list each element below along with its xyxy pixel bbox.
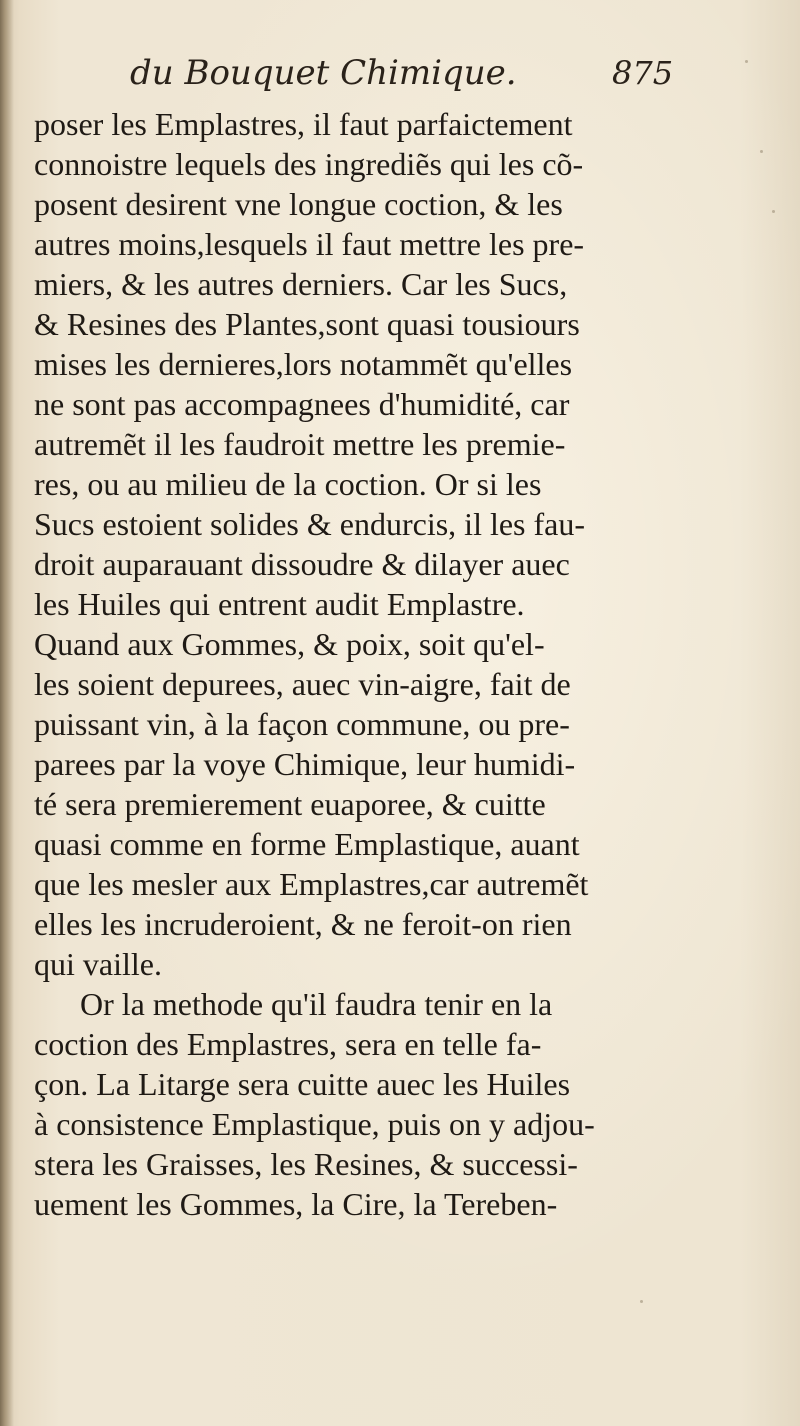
text-line: posent desirent vne longue coction, & les [34, 186, 563, 222]
running-title: du Bouquet Chimique. [130, 53, 517, 93]
text-line: uement les Gommes, la Cire, la Tereben- [34, 1186, 558, 1222]
text-line: les Huiles qui entrent audit Emplastre. [34, 586, 525, 622]
text-line: poser les Emplastres, il faut parfaictement [34, 106, 573, 142]
text-line: droit auparauant dissoudre & dilayer auec [34, 546, 570, 582]
text-line: parees par la voye Chimique, leur humidi- [34, 746, 576, 782]
text-line: qui vaille. [34, 946, 162, 982]
text-line: té sera premierement euaporee, & cuitte [34, 786, 546, 822]
page-header [0, 48, 800, 98]
text-line: elles les incruderoient, & ne feroit-on rien [34, 906, 572, 942]
text-line: res, ou au milieu de la coction. Or si les [34, 466, 542, 502]
text-line: que les mesler aux Emplastres,car autremẽt [34, 866, 589, 902]
paper-speck [772, 210, 775, 213]
page-number: 875 [612, 54, 674, 92]
text-line: connoistre lequels des ingrediẽs qui les cõ- [34, 146, 584, 182]
text-line: autremẽt il les faudroit mettre les premie- [34, 426, 566, 462]
page-gutter-shadow [0, 0, 14, 1426]
text-line: & Resines des Plantes,sont quasi tousiours [34, 306, 580, 342]
paper-speck [640, 1300, 643, 1303]
text-line: les soient depurees, auec vin-aigre, fait de [34, 666, 571, 702]
text-line: quasi comme en forme Emplastique, auant [34, 826, 580, 862]
text-line: Sucs estoient solides & endurcis, il les fau- [34, 506, 586, 542]
paper-speck [760, 150, 763, 153]
text-line: autres moins,lesquels il faut mettre les pre- [34, 226, 585, 262]
text-line: çon. La Litarge sera cuitte auec les Huiles [34, 1066, 571, 1102]
text-line: coction des Emplastres, sera en telle fa- [34, 1026, 542, 1062]
text-line: à consistence Emplastique, puis on y adjou- [34, 1106, 595, 1142]
text-line: miers, & les autres derniers. Car les Sucs, [34, 266, 568, 302]
text-line: puissant vin, à la façon commune, ou pre- [34, 706, 570, 742]
paragraph-first-line: Or la methode qu'il faudra tenir en la [80, 986, 553, 1022]
text-line: ne sont pas accompagnees d'humidité, car [34, 386, 570, 422]
text-line: Quand aux Gommes, & poix, soit qu'el- [34, 626, 545, 662]
text-line: stera les Graisses, les Resines, & successi- [34, 1146, 578, 1182]
text-line: mises les dernieres,lors notammẽt qu'elles [34, 346, 573, 382]
